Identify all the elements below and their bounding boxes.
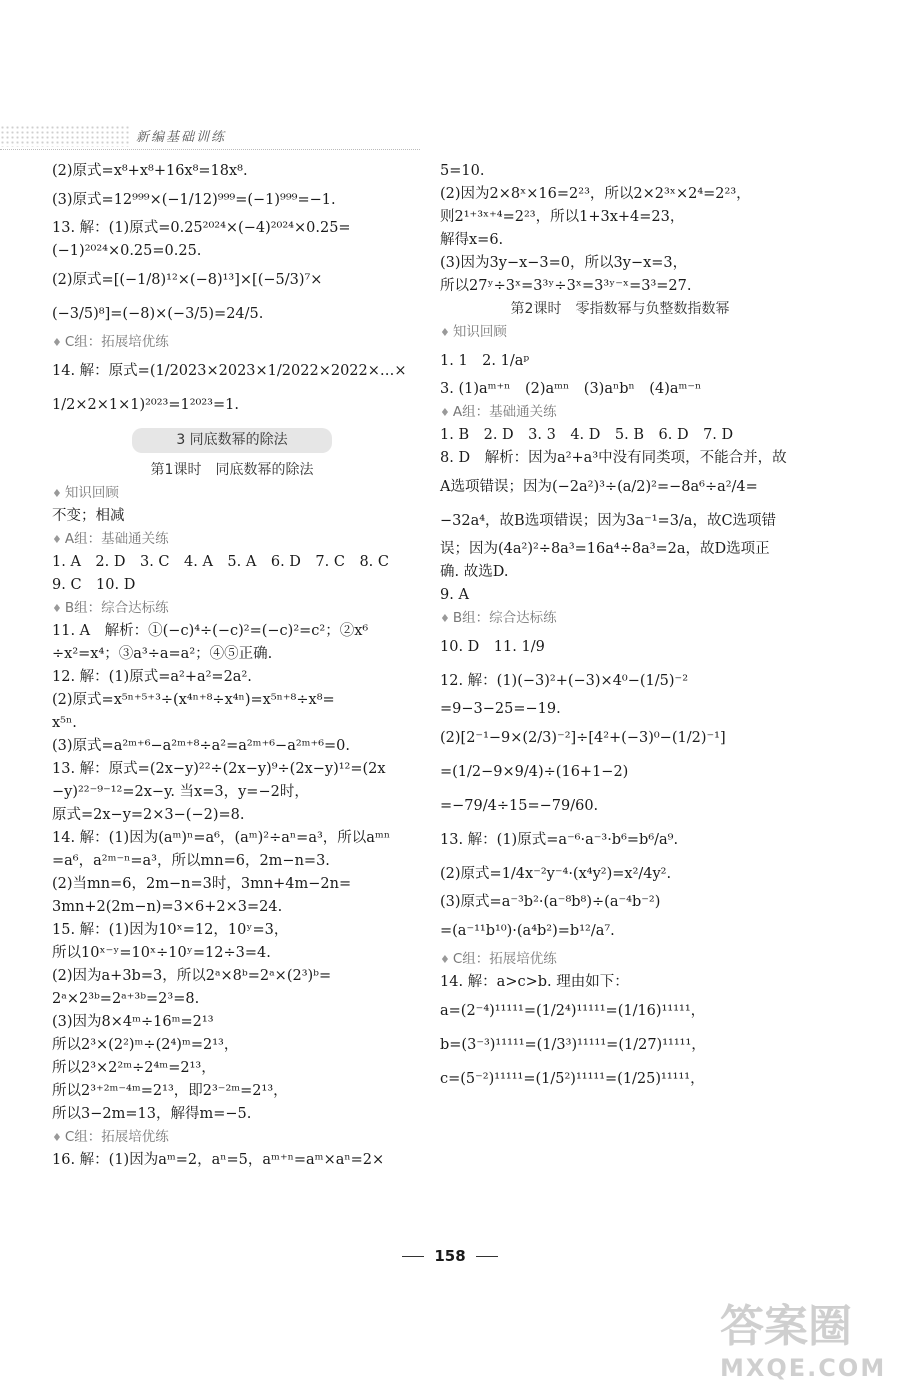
answer-line: 13. 解：原式=(2x−y)²²÷(2x−y)⁹÷(2x−y)¹²=(2x	[52, 761, 386, 777]
watermark-logo	[720, 1290, 890, 1385]
answer-line: (2)原式=x⁸+x⁸+16x⁸=18x⁸.	[52, 163, 248, 179]
answer-line: (3)原式=12⁹⁹⁹×(−1/12)⁹⁹⁹=(−1)⁹⁹⁹=−1.	[52, 192, 336, 208]
left-column	[52, 160, 412, 1172]
answer-line: =a⁶，a²ᵐ⁻ⁿ=a³，所以mn=6，2m−n=3.	[52, 853, 330, 869]
answer-line: 则2¹⁺³ˣ⁺⁴=2²³，所以1+3x+4=23，	[440, 209, 685, 225]
section-heading: ♦ A组：基础通关练	[52, 528, 412, 551]
answer-line: (3)因为3y−x−3=0，所以3y−x=3，	[440, 255, 688, 271]
watermark-line1: 答案圈	[720, 1301, 852, 1352]
answer-line: =(1/2−9×9/4)÷(16+1−2)	[440, 764, 629, 780]
watermark-line2: MXQE.COM	[720, 1354, 887, 1382]
answer-line: (2)原式=[(−1/8)¹²×(−8)¹³]×[(−5/3)⁷×	[52, 272, 323, 288]
answer-line: 12. 解：(1)(−3)²+(−3)×4⁰−(1/5)⁻²	[440, 673, 689, 689]
answer-line: 原式=2x−y=2×3−(−2)=8.	[52, 807, 245, 823]
answer-line: A选项错误；因为(−2a²)³÷(a/2)²=−8a⁶÷a²/4=	[440, 479, 758, 495]
answer-line: (−3/5)⁸]=(−8)×(−3/5)=24/5.	[52, 306, 264, 322]
answer-line: −32a⁴，故B选项错误；因为3a⁻¹=3/a，故C选项错	[440, 513, 777, 529]
page-number: 158	[434, 1247, 466, 1265]
answer-line: 9. A	[440, 587, 469, 603]
answer-line: (2)[2⁻¹−9×(2/3)⁻²]÷[4²+(−3)⁰−(1/2)⁻¹]	[440, 730, 726, 746]
answer-line: 所以2³⁺²ᵐ⁻⁴ᵐ=2¹³，即2³⁻²ᵐ=2¹³，	[52, 1083, 288, 1099]
section-heading: ♦ B组：综合达标练	[440, 607, 800, 630]
answer-line: (2)因为a+3b=3，所以2ᵃ×8ᵇ=2ᵃ×(2³)ᵇ=	[52, 968, 332, 984]
answer-line: (2)原式=1/4x⁻²y⁻⁴·(x⁴y²)=x²/4y².	[440, 866, 672, 882]
section-heading: ♦ 知识回顾	[52, 482, 412, 505]
answer-line: (−1)²⁰²⁴×0.25=0.25.	[52, 243, 202, 259]
header-title: 新编基础训练	[136, 130, 227, 145]
answer-line: 1/2×2×1×1)²⁰²³=1²⁰²³=1.	[52, 397, 239, 413]
answer-line: 13. 解：(1)原式=0.25²⁰²⁴×(−4)²⁰²⁴×0.25=	[52, 220, 351, 236]
chapter-banner: 3 同底数幂的除法	[132, 428, 332, 453]
answer-line: (2)原式=x⁵ⁿ⁺⁵⁺³÷(x⁴ⁿ⁺⁸÷x⁴ⁿ)=x⁵ⁿ⁺⁸÷x⁸=	[52, 692, 335, 708]
answer-line: c=(5⁻²)¹¹¹¹¹=(1/5²)¹¹¹¹¹=(1/25)¹¹¹¹¹，	[440, 1071, 705, 1087]
answer-line: 14. 解：原式=(1/2023×2023×1/2022×2022×…×	[52, 363, 407, 379]
section-heading: ♦ C组：拓展培优练	[440, 948, 800, 971]
section-heading: ♦ 知识回顾	[440, 321, 800, 344]
answer-line: 1. B 2. D 3. 3 4. D 5. B 6. D 7. D	[440, 427, 734, 443]
lesson-title: 第2课时 零指数幂与负整数指数幂	[510, 301, 730, 317]
answer-line: −y)²²⁻⁹⁻¹²=2x−y. 当x=3，y=−2时，	[52, 784, 309, 800]
answer-line: x⁵ⁿ.	[52, 715, 77, 731]
answer-line: =−79/4÷15=−79/60.	[440, 798, 599, 814]
answer-line: 11. A 解析：①(−c)⁴÷(−c)²=(−c)²=c²；②x⁶	[52, 623, 369, 639]
answer-line: 所以10ˣ⁻ʸ=10ˣ÷10ʸ=12÷3=4.	[52, 945, 271, 961]
answer-line: 所以27ʸ÷3ˣ=3³ʸ÷3ˣ=3³ʸ⁻ˣ=3³=27.	[440, 278, 692, 294]
footer-dash-left	[402, 1256, 424, 1257]
answer-line: 1. A 2. D 3. C 4. A 5. A 6. D 7. C 8. C	[52, 554, 389, 570]
answer-line: (2)因为2×8ˣ×16=2²³，所以2×2³ˣ×2⁴=2²³，	[440, 186, 751, 202]
answer-line: 12. 解：(1)原式=a²+a²=2a².	[52, 669, 252, 685]
answer-line: 所以3−2m=13，解得m=−5.	[52, 1106, 252, 1122]
answer-line: 9. C 10. D	[52, 577, 136, 593]
running-header	[0, 125, 420, 147]
answer-line: 2ᵃ×2³ᵇ=2ᵃ⁺³ᵇ=2³=8.	[52, 991, 200, 1007]
answer-line: 5=10.	[440, 163, 485, 179]
answer-line: 1. 1 2. 1/aᵖ	[440, 353, 530, 369]
answer-line: (3)因为8×4ᵐ÷16ᵐ=2¹³	[52, 1014, 214, 1030]
answer-line: b=(3⁻³)¹¹¹¹¹=(1/3³)¹¹¹¹¹=(1/27)¹¹¹¹¹，	[440, 1037, 706, 1053]
answer-line: 3. (1)aᵐ⁺ⁿ (2)aᵐⁿ (3)aⁿbⁿ (4)aᵐ⁻ⁿ	[440, 381, 702, 397]
answer-line: 15. 解：(1)因为10ˣ=12，10ʸ=3，	[52, 922, 289, 938]
answer-line: 解得x=6.	[440, 232, 504, 248]
answer-line: 误；因为(4a²)²÷8a³=16a⁴÷8a³=2a，故D选项正	[440, 541, 770, 557]
answer-line: 13. 解：(1)原式=a⁻⁶·a⁻³·b⁶=b⁶/a⁹.	[440, 832, 679, 848]
answer-line: 所以2³×2²ᵐ÷2⁴ᵐ=2¹³，	[52, 1060, 216, 1076]
answer-line: 16. 解：(1)因为aᵐ=2，aⁿ=5，aᵐ⁺ⁿ=aᵐ×aⁿ=2×	[52, 1152, 385, 1168]
section-heading: ♦ C组：拓展培优练	[52, 331, 412, 354]
section-heading: ♦ B组：综合达标练	[52, 597, 412, 620]
section-heading: ♦ C组：拓展培优练	[52, 1126, 412, 1149]
answer-line: 3mn+2(2m−n)=3×6+2×3=24.	[52, 899, 283, 915]
answer-line: 不变；相减	[52, 508, 125, 524]
answer-line: 确. 故选D.	[440, 564, 509, 580]
page-number-footer	[0, 1247, 900, 1265]
right-column	[440, 160, 800, 1096]
answer-line: =(a⁻¹¹b¹⁰)·(a⁴b²)=b¹²/a⁷.	[440, 923, 615, 939]
answer-line: (3)原式=a⁻³b²·(a⁻⁸b⁸)÷(a⁻⁴b⁻²)	[440, 894, 661, 910]
answer-line: 14. 解：a>c>b. 理由如下：	[440, 974, 629, 990]
header-dot-pattern	[0, 125, 130, 147]
answer-line: 10. D 11. 1/9	[440, 639, 545, 655]
header-rule	[0, 149, 420, 150]
footer-dash-right	[476, 1256, 498, 1257]
answer-line: (2)当mn=6，2m−n=3时，3mn+4m−2n=	[52, 876, 352, 892]
answer-line: a=(2⁻⁴)¹¹¹¹¹=(1/2⁴)¹¹¹¹¹=(1/16)¹¹¹¹¹，	[440, 1003, 706, 1019]
answer-line: (3)原式=a²ᵐ⁺⁶−a²ᵐ⁺⁸÷a²=a²ᵐ⁺⁶−a²ᵐ⁺⁶=0.	[52, 738, 350, 754]
answer-line: =9−3−25=−19.	[440, 701, 561, 717]
answer-line: ÷x²=x⁴；③a³÷a=a²；④⑤正确.	[52, 646, 273, 662]
answer-line: 8. D 解析：因为a²+a³中没有同类项，不能合并，故	[440, 450, 787, 466]
section-heading: ♦ A组：基础通关练	[440, 401, 800, 424]
answer-line: 所以2³×(2²)ᵐ÷(2⁴)ᵐ=2¹³，	[52, 1037, 239, 1053]
lesson-title: 第1课时 同底数幂的除法	[150, 462, 314, 478]
answer-line: 14. 解：(1)因为(aᵐ)ⁿ=a⁶，(aᵐ)²÷aⁿ=a³，所以aᵐⁿ	[52, 830, 391, 846]
